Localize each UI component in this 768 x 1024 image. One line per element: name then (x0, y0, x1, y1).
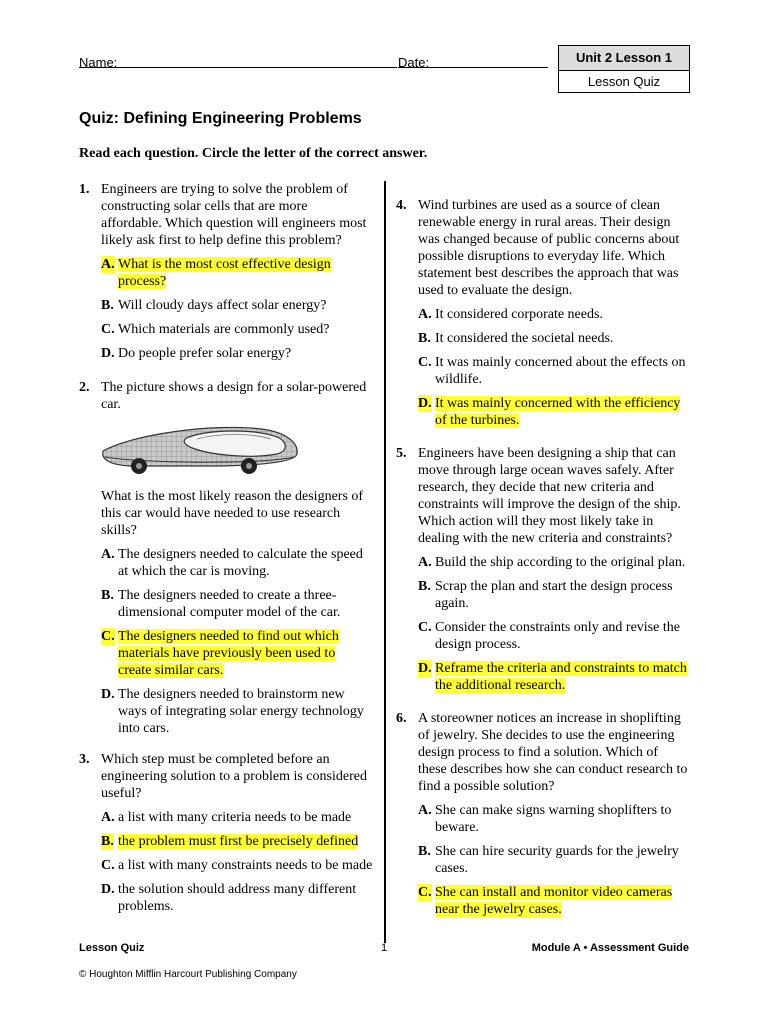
quiz-type-label: Lesson Quiz (587, 74, 661, 89)
question-text: Engineers have been designing a ship that can move through large ocean waves safely. After research, they decide that new criteria and constraints will improve the design of the ship. Which action will they most likely take in dealing with the new criteria and constraints? (418, 446, 681, 546)
question-text-2: What is the most likely reason the designers of this car would have needed to use research skills? (101, 489, 364, 538)
option-text: It was mainly concerned about the effects on wildlife. (435, 355, 686, 387)
option-5a[interactable] (418, 554, 688, 571)
option-text: She can make signs warning shoplifters to beware. (435, 803, 672, 835)
page-title: Quiz: Defining Engineering Problems (79, 110, 362, 127)
option-letter: A. (418, 803, 432, 818)
unit-lesson-box (558, 45, 690, 93)
question-2 (79, 379, 371, 737)
option-letter: C. (101, 858, 115, 873)
question-5 (396, 445, 688, 694)
option-text: a list with many criteria needs to be made (118, 810, 352, 825)
option-text: The designers needed to calculate the speed at which the car is moving. (118, 547, 363, 579)
option-letter: C. (418, 355, 432, 370)
option-letter: B. (101, 298, 114, 313)
option-letter: D. (101, 882, 115, 897)
option-letter: B. (101, 834, 114, 849)
copyright: © Houghton Mifflin Harcourt Publishing Company (79, 969, 297, 980)
option-6b[interactable] (418, 843, 688, 877)
page-number: 1 (381, 942, 388, 954)
option-letter: D. (418, 396, 432, 411)
question-number: 6. (396, 711, 407, 726)
question-number: 4. (396, 198, 407, 213)
option-text: the solution should address many different problems. (118, 882, 357, 914)
option-3c[interactable] (101, 857, 379, 874)
option-1d[interactable] (101, 345, 371, 362)
option-3b[interactable] (101, 833, 379, 850)
option-2c[interactable] (101, 628, 371, 679)
option-4d[interactable] (418, 395, 688, 429)
question-number: 2. (79, 380, 90, 395)
option-text: Do people prefer solar energy? (118, 346, 292, 361)
option-text: The designers needed to create a three-dimensional computer model of the car. (118, 588, 341, 620)
option-3a[interactable] (101, 809, 379, 826)
option-letter: A. (418, 555, 432, 570)
date-label: Date: (398, 55, 430, 70)
option-letter: C. (101, 629, 115, 644)
option-text: The designers needed to brainstorm new ways of integrating solar energy technology into cars. (118, 687, 364, 736)
option-letter: C. (418, 620, 432, 635)
option-2a[interactable] (101, 546, 371, 580)
option-letter: A. (101, 257, 115, 272)
option-text: It was mainly concerned with the efficiency of the turbines. (435, 396, 681, 428)
option-5b[interactable] (418, 578, 688, 612)
question-4 (396, 197, 688, 429)
option-text: Consider the constraints only and revise the design process. (435, 620, 680, 652)
question-number: 1. (79, 182, 90, 197)
option-text: It considered corporate needs. (435, 307, 603, 322)
option-5c[interactable] (418, 619, 688, 653)
option-1c[interactable] (101, 321, 371, 338)
option-text: Will cloudy days affect solar energy? (118, 298, 327, 313)
option-text: The designers needed to find out which materials have previously been used to create similar cars. (118, 629, 339, 678)
question-text: Wind turbines are used as a source of clean renewable energy in rural areas. Their design was changed because of public concerns about possible disruptions to everyday life. Which statement best describes the approach that was used to evaluate the design. (418, 198, 680, 298)
solar-car-illustration (101, 421, 371, 482)
name-line[interactable] (79, 67, 397, 68)
question-text: Engineers are trying to solve the problem of constructing solar cells that are more affordable. Which question will engineers most likely ask first to help define this problem? (101, 182, 367, 248)
option-letter: A. (101, 810, 115, 825)
option-4c[interactable] (418, 354, 688, 388)
question-number: 5. (396, 446, 407, 461)
option-letter: B. (418, 579, 431, 594)
option-letter: C. (101, 322, 115, 337)
option-letter: A. (418, 307, 432, 322)
unit-label: Unit 2 Lesson 1 (559, 46, 689, 71)
option-2d[interactable] (101, 686, 371, 737)
option-letter: B. (101, 588, 114, 603)
question-number: 3. (79, 752, 90, 767)
option-text: Reframe the criteria and constraints to match the additional research. (435, 661, 687, 693)
name-label: Name: (79, 55, 118, 70)
option-2b[interactable] (101, 587, 371, 621)
option-text: What is the most cost effective design process? (118, 257, 331, 289)
instructions: Read each question. Circle the letter of the correct answer. (79, 146, 428, 161)
footer-left: Lesson Quiz (79, 942, 145, 954)
question-3 (79, 751, 379, 915)
option-letter: B. (418, 331, 431, 346)
option-letter: D. (101, 346, 115, 361)
option-4a[interactable] (418, 306, 688, 323)
option-text: It considered the societal needs. (435, 331, 614, 346)
question-1 (79, 181, 371, 362)
option-text: Which materials are commonly used? (118, 322, 330, 337)
option-text: She can hire security guards for the jewelry cases. (435, 844, 679, 876)
option-6a[interactable] (418, 802, 688, 836)
option-letter: A. (101, 547, 115, 562)
option-letter: D. (418, 661, 432, 676)
option-1a[interactable] (101, 256, 371, 290)
option-1b[interactable] (101, 297, 371, 314)
question-6 (396, 710, 688, 918)
option-text: She can install and monitor video cameras near the jewelry cases. (435, 885, 673, 917)
question-text: A storeowner notices an increase in shoplifting of jewelry. She decides to use the engineering design process to find a solution. Which of these describes how she can conduct research to find a possible solution? (418, 711, 688, 794)
option-text: the problem must first be precisely defined (118, 834, 359, 849)
option-text: Build the ship according to the original plan. (435, 555, 686, 570)
question-text: Which step must be completed before an engineering solution to a problem is considered useful? (101, 752, 367, 801)
question-text: The picture shows a design for a solar-powered car. (101, 380, 367, 412)
column-divider (384, 181, 386, 943)
option-text: Scrap the plan and start the design process again. (435, 579, 673, 611)
option-5d[interactable] (418, 660, 688, 694)
option-letter: C. (418, 885, 432, 900)
date-line[interactable] (398, 67, 548, 68)
option-letter: B. (418, 844, 431, 859)
option-6c[interactable] (418, 884, 688, 918)
option-3d[interactable] (101, 881, 379, 915)
option-text: a list with many constraints needs to be made (118, 858, 373, 873)
footer-right: Module A • Assessment Guide (531, 942, 689, 954)
option-letter: D. (101, 687, 115, 702)
option-4b[interactable] (418, 330, 688, 347)
